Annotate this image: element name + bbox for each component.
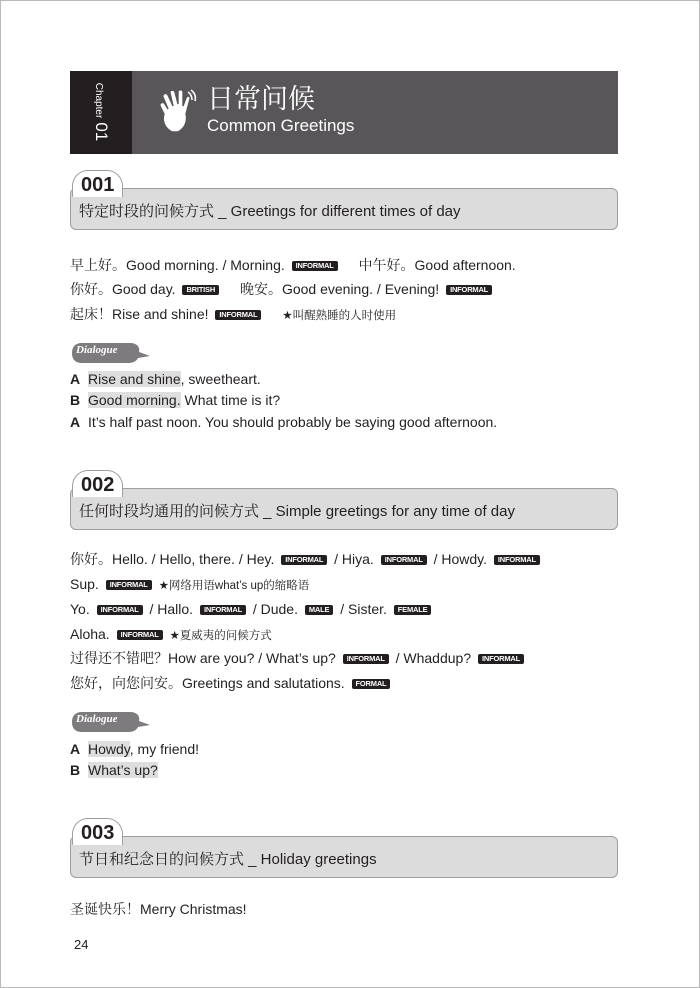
register-tag: INFORMAL bbox=[215, 310, 261, 320]
phrase-text: 圣诞快乐！Merry Christmas! bbox=[70, 901, 247, 917]
chapter-title-zh: 日常问候 bbox=[207, 84, 315, 115]
phrase-line bbox=[70, 674, 393, 692]
usage-note: ★网络用语what’s up的缩略语 bbox=[158, 580, 310, 592]
phrase-text: 你好。Hello. / Hello, there. / Hey. bbox=[70, 551, 275, 567]
highlighted-phrase: Rise and shine bbox=[88, 371, 181, 387]
section-title: 节日和纪念日的问候方式 _ Holiday greetings bbox=[79, 851, 377, 868]
phrase-line bbox=[70, 550, 543, 568]
phrase-text: 起床！Rise and shine! bbox=[70, 306, 209, 322]
usage-note: ★夏威夷的问候方式 bbox=[169, 630, 272, 642]
register-tag: FORMAL bbox=[352, 679, 391, 689]
dialogue-label: Dialogue bbox=[76, 713, 118, 725]
phrase-line bbox=[70, 575, 309, 595]
phrase-text: / Whaddup? bbox=[395, 650, 472, 666]
phrase-line bbox=[70, 305, 396, 325]
section-number: 003 bbox=[72, 818, 123, 845]
section-title-box bbox=[70, 488, 618, 530]
register-tag: INFORMAL bbox=[494, 555, 540, 565]
section-title: 特定时段的问候方式 _ Greetings for different times of day bbox=[79, 203, 461, 220]
highlighted-phrase: What’s up? bbox=[88, 762, 158, 778]
phrase-text: 过得还不错吧？How are you? / What’s up? bbox=[70, 650, 336, 666]
register-tag: INFORMAL bbox=[381, 555, 427, 565]
phrase-text: Yo. bbox=[70, 601, 90, 617]
speaker-label: A bbox=[70, 741, 81, 757]
register-tag: MALE bbox=[305, 605, 333, 615]
waving-hand-icon bbox=[158, 88, 198, 134]
chapter-number: 01 bbox=[92, 122, 111, 142]
phrase-line bbox=[70, 649, 527, 667]
register-tag: INFORMAL bbox=[292, 261, 338, 271]
register-tag: INFORMAL bbox=[281, 555, 327, 565]
dialogue-text: , sweetheart. bbox=[180, 371, 261, 387]
dialogue-badge bbox=[70, 340, 152, 366]
dialogue-line bbox=[70, 413, 497, 431]
dialogue-line bbox=[70, 740, 199, 758]
dialogue-badge bbox=[70, 709, 152, 735]
dialogue-line bbox=[70, 391, 280, 409]
phrase-text: / Dude. bbox=[252, 601, 298, 617]
phrase-text: 晚安。Good evening. / Evening! bbox=[239, 281, 440, 297]
phrase-text: Sup. bbox=[70, 576, 99, 592]
register-tag: INFORMAL bbox=[343, 654, 389, 664]
phrase-line bbox=[70, 256, 516, 274]
register-tag: INFORMAL bbox=[106, 580, 152, 590]
phrase-text: 早上好。Good morning. / Morning. bbox=[70, 257, 285, 273]
phrase-text: / Sister. bbox=[340, 601, 387, 617]
phrase-text: 您好，向您问安。Greetings and salutations. bbox=[70, 675, 345, 691]
section-number: 001 bbox=[72, 170, 123, 197]
phrase-text: 中午好。Good afternoon. bbox=[358, 257, 516, 273]
dialogue-line bbox=[70, 370, 261, 388]
section-number: 002 bbox=[72, 470, 123, 497]
phrase-line bbox=[70, 625, 272, 645]
speaker-label: A bbox=[70, 371, 81, 387]
dialogue-line bbox=[70, 761, 158, 779]
chapter-tab bbox=[70, 71, 132, 154]
phrase-text: / Hallo. bbox=[149, 601, 194, 617]
register-tag: INFORMAL bbox=[97, 605, 143, 615]
section-title-box bbox=[70, 188, 618, 230]
register-tag: BRITISH bbox=[182, 285, 219, 295]
usage-note: ★叫醒熟睡的人时使用 bbox=[282, 310, 397, 322]
phrase-text: / Howdy. bbox=[433, 551, 488, 567]
phrase-line bbox=[70, 900, 247, 918]
chapter-label-text: Chapter bbox=[93, 82, 104, 119]
dialogue-text: What time is it? bbox=[180, 392, 281, 408]
phrase-text: / Hiya. bbox=[334, 551, 374, 567]
dialogue-text: , my friend! bbox=[129, 741, 200, 757]
phrase-line bbox=[70, 600, 434, 618]
dialogue-text: It’s half past noon. You should probably be saying good afternoon. bbox=[88, 414, 498, 430]
section-title-box bbox=[70, 836, 618, 878]
speaker-label: B bbox=[70, 762, 81, 778]
register-tag: INFORMAL bbox=[478, 654, 524, 664]
highlighted-phrase: Good morning. bbox=[88, 392, 181, 408]
dialogue-label: Dialogue bbox=[76, 344, 118, 356]
phrase-line bbox=[70, 280, 495, 298]
register-tag: INFORMAL bbox=[200, 605, 246, 615]
chapter-label bbox=[91, 83, 111, 142]
speaker-label: A bbox=[70, 414, 81, 430]
register-tag: INFORMAL bbox=[446, 285, 492, 295]
phrase-text: Aloha. bbox=[70, 626, 110, 642]
chapter-title-en: Common Greetings bbox=[207, 116, 355, 135]
section-title: 任何时段均通用的问候方式 _ Simple greetings for any time of day bbox=[79, 503, 515, 520]
register-tag: INFORMAL bbox=[117, 630, 163, 640]
register-tag: FEMALE bbox=[394, 605, 432, 615]
page-number: 24 bbox=[74, 937, 89, 952]
highlighted-phrase: Howdy bbox=[88, 741, 130, 757]
phrase-text: 你好。Good day. bbox=[70, 281, 176, 297]
chapter-header bbox=[70, 71, 618, 154]
speaker-label: B bbox=[70, 392, 81, 408]
